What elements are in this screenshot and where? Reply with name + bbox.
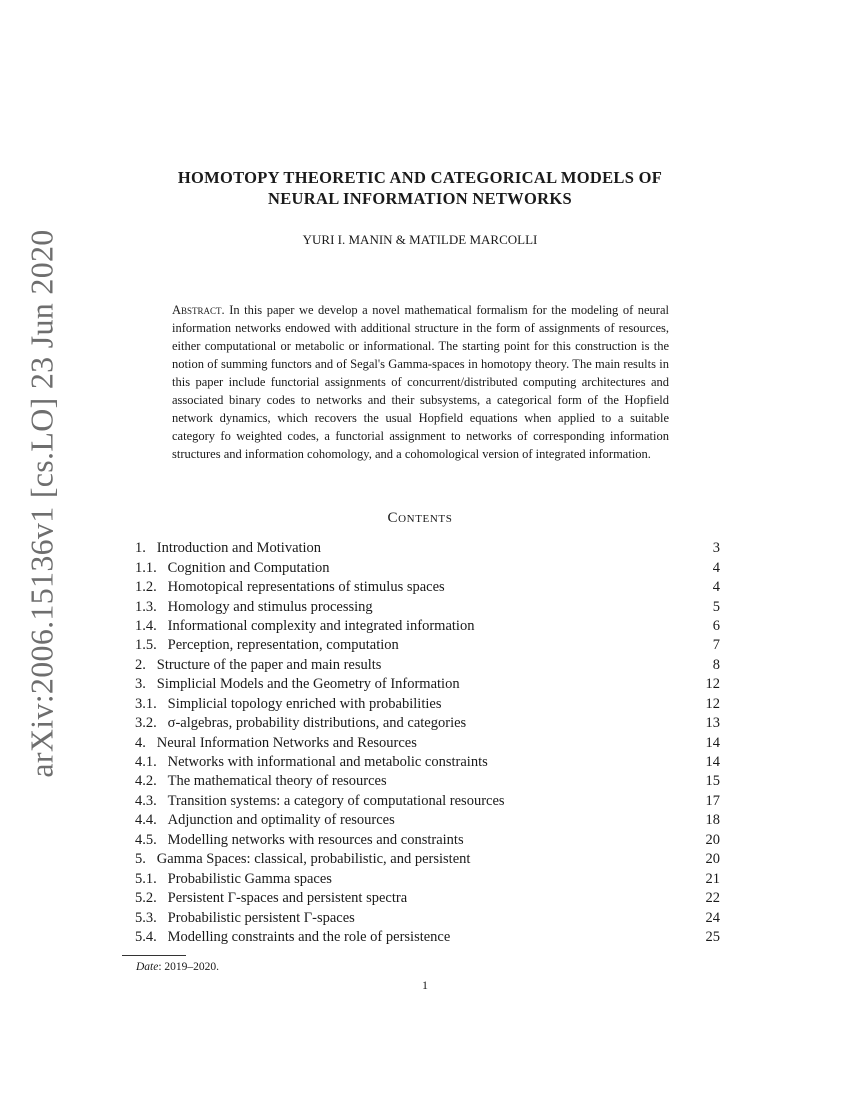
toc-entry-number: 1.5. xyxy=(135,637,168,654)
abstract-label: Abstract. xyxy=(172,303,230,317)
footnote-date-label: Date xyxy=(136,961,159,973)
abstract xyxy=(172,301,669,463)
toc-entry-number: 5.1. xyxy=(135,870,168,887)
toc-entry[interactable] xyxy=(135,831,720,850)
toc-entry-page: 21 xyxy=(705,870,720,887)
toc-entry-page: 7 xyxy=(712,637,720,654)
toc-entry-title: Modelling networks with resources and constraints xyxy=(167,831,464,848)
toc-entry-title: Homotopical representations of stimulus spaces xyxy=(167,579,445,596)
toc-entry-number: 1.1. xyxy=(135,559,168,576)
toc-entry-title: Transition systems: a category of computational resources xyxy=(167,792,505,809)
toc-entry[interactable] xyxy=(135,656,720,675)
toc-entry-number: 1.4. xyxy=(135,617,168,634)
toc-entry[interactable] xyxy=(135,539,720,558)
toc-entry[interactable] xyxy=(135,558,720,577)
toc-entry[interactable] xyxy=(135,617,720,636)
toc-entry-number: 3.2. xyxy=(135,715,168,732)
toc-entry-title: Persistent Γ-spaces and persistent spectra xyxy=(167,890,408,907)
toc-entry-number: 1. xyxy=(135,540,157,557)
toc-entry-number: 4.5. xyxy=(135,831,168,848)
toc-entry-page: 4 xyxy=(712,579,720,596)
toc-entry[interactable] xyxy=(135,908,720,927)
toc-entry-title: Simplicial topology enriched with probabilities xyxy=(167,695,442,712)
toc-entry-title: Introduction and Motivation xyxy=(156,540,322,557)
toc-entry-page: 24 xyxy=(705,909,720,926)
toc-entry-title: Probabilistic Gamma spaces xyxy=(167,870,332,887)
toc-entry-number: 2. xyxy=(135,656,157,673)
toc-entry-page: 12 xyxy=(705,676,720,693)
arxiv-stamp-text: arXiv:2006.15136v1 [cs.LO] 23 Jun 2020 xyxy=(23,228,60,778)
toc-entry-title: Probabilistic persistent Γ-spaces xyxy=(167,909,355,926)
toc-entry-number: 3. xyxy=(135,676,157,693)
toc-entry-number: 5. xyxy=(135,851,157,868)
toc-entry[interactable] xyxy=(135,733,720,752)
arxiv-identifier-stamp xyxy=(22,228,62,778)
toc-entry-page: 12 xyxy=(705,695,720,712)
authors: YURI I. MANIN & MATILDE MARCOLLI xyxy=(302,232,538,247)
toc-entry-page: 13 xyxy=(705,715,720,732)
toc-entry[interactable] xyxy=(135,695,720,714)
toc-entry-number: 5.2. xyxy=(135,890,168,907)
title-line-1: HOMOTOPY THEORETIC AND CATEGORICAL MODELS OF xyxy=(177,168,663,187)
toc-entry-number: 4.2. xyxy=(135,773,168,790)
toc-entry-title: Informational complexity and integrated information xyxy=(167,617,475,634)
toc-entry-page: 8 xyxy=(712,656,720,673)
toc-entry-page: 14 xyxy=(705,734,720,751)
toc-entry-page: 5 xyxy=(712,598,720,615)
toc-entry-title: Cognition and Computation xyxy=(167,559,330,576)
page-number: 1 xyxy=(422,978,428,992)
paper-title xyxy=(120,167,720,209)
contents-heading: Contents xyxy=(387,510,453,526)
toc-entry-page: 3 xyxy=(712,540,720,557)
toc-entry-number: 5.3. xyxy=(135,909,168,926)
abstract-text: In this paper we develop a novel mathematical formalism for the modeling of neural information networks endowed with additional structure in the form of assignments of resources, either computational or metabolic or informational. The starting point for this construction is the notion of summing functors and of Segal's Gamma-spaces in homotopy theory. The main results in this paper include functorial assignments of concurrent/distributed computing architectures and associated binary codes to networks and their subsystems, a categorical form of the Hopfield network dynamics, which recovers the usual Hopfield equations when applied to a suitable category fo weighted codes, a functorial assignment to networks of corresponding information structures and information cohomology, and a cohomological version of integrated information. xyxy=(172,303,669,461)
toc-entry-page: 22 xyxy=(705,890,720,907)
toc-entry-title: Modelling constraints and the role of persistence xyxy=(167,928,451,945)
toc-entry[interactable] xyxy=(135,928,720,947)
toc-entry[interactable] xyxy=(135,714,720,733)
toc-entry[interactable] xyxy=(135,772,720,791)
toc-entry-number: 5.4. xyxy=(135,928,168,945)
toc-entry-page: 4 xyxy=(712,559,720,576)
toc-entry-number: 4.4. xyxy=(135,812,168,829)
footnote-date xyxy=(136,961,219,973)
toc-entry[interactable] xyxy=(135,792,720,811)
toc-entry-title: Networks with informational and metabolic constraints xyxy=(167,754,488,771)
toc-entry-number: 4.1. xyxy=(135,754,168,771)
table-of-contents xyxy=(135,539,720,947)
toc-entry-number: 3.1. xyxy=(135,695,168,712)
toc-entry-number: 1.3. xyxy=(135,598,168,615)
toc-entry-title: Gamma Spaces: classical, probabilistic, and persistent xyxy=(156,851,471,868)
toc-entry[interactable] xyxy=(135,753,720,772)
toc-entry-number: 1.2. xyxy=(135,579,168,596)
footnote-date-value: : 2019–2020. xyxy=(158,961,220,973)
toc-entry[interactable] xyxy=(135,636,720,655)
toc-entry[interactable] xyxy=(135,597,720,616)
toc-entry[interactable] xyxy=(135,675,720,694)
toc-entry-title: σ-algebras, probability distributions, and categories xyxy=(167,715,467,732)
toc-entry-page: 18 xyxy=(705,812,720,829)
toc-entry[interactable] xyxy=(135,850,720,869)
toc-entry-title: The mathematical theory of resources xyxy=(167,773,387,790)
toc-entry-title: Neural Information Networks and Resources xyxy=(156,734,417,751)
toc-entry-page: 17 xyxy=(705,792,720,809)
toc-entry-title: Homology and stimulus processing xyxy=(167,598,373,615)
toc-entry-number: 4.3. xyxy=(135,792,168,809)
toc-entry[interactable] xyxy=(135,811,720,830)
toc-entry[interactable] xyxy=(135,889,720,908)
toc-entry-title: Perception, representation, computation xyxy=(167,637,399,654)
toc-entry-title: Structure of the paper and main results xyxy=(156,656,382,673)
toc-entry-page: 20 xyxy=(705,831,720,848)
footnote-rule xyxy=(122,955,186,956)
toc-entry[interactable] xyxy=(135,869,720,888)
toc-entry-page: 15 xyxy=(705,773,720,790)
toc-entry-title: Simplicial Models and the Geometry of Information xyxy=(156,676,460,693)
toc-entry-page: 6 xyxy=(712,617,720,634)
toc-entry-number: 4. xyxy=(135,734,157,751)
toc-entry-title: Adjunction and optimality of resources xyxy=(167,812,395,829)
toc-entry-page: 25 xyxy=(705,928,720,945)
title-line-2: NEURAL INFORMATION NETWORKS xyxy=(268,189,572,208)
toc-entry-page: 20 xyxy=(705,851,720,868)
toc-entry-page: 14 xyxy=(705,754,720,771)
toc-entry[interactable] xyxy=(135,578,720,597)
